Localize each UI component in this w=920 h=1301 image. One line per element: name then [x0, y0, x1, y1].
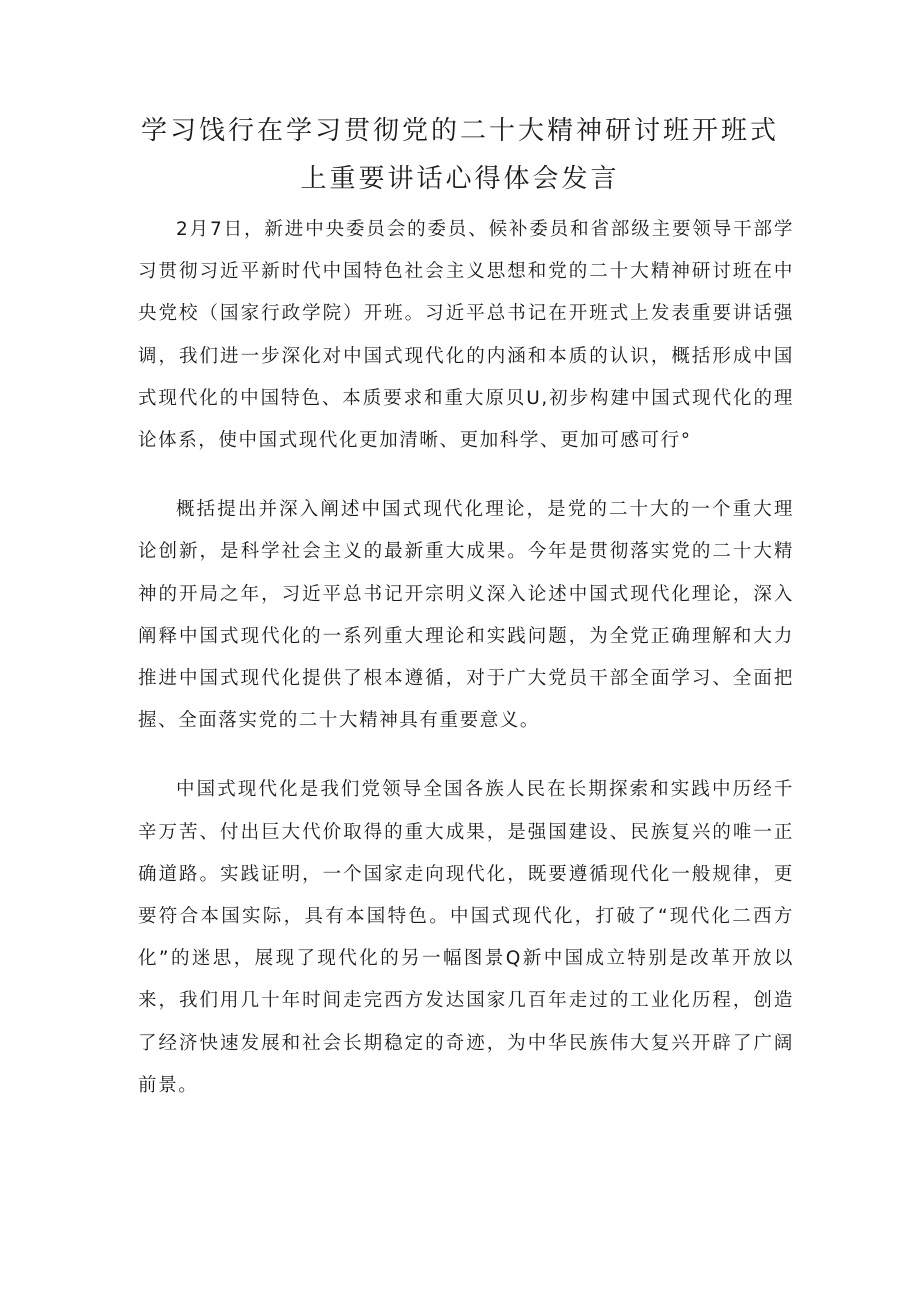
document-body	[138, 209, 794, 1107]
paragraph-2: 概括提出并深入阐述中国式现代化理论，是党的二十大的一个重大理论创新，是科学社会主义的最新重大成果。今年是贯彻落实党的二十大精神的开局之年，习近平总书记开宗明义深入论述中国式现代化理论，深入阐释中国式现代化的一系列重大理论和实践问题，为全党正确理解和大力推进中国式现代化提供了根本遵循，对于广大党员干部全面学习、全面把握、全面落实党的二十大精神具有重要意义。	[138, 499, 794, 732]
paragraph-3: 中国式现代化是我们党领导全国各族人民在长期探索和实践中历经千辛万苦、付出巨大代价取得的重大成果，是强国建设、民族复兴的唯一正确道路。实践证明，一个国家走向现代化，既要遵循现代化一般规律，更要符合本国实际，具有本国特色。中国式现代化，打破了“现代化二西方化”的迷思，展现了现代化的另一幅图景Q新中国成立特别是改革开放以来，我们用几十年时间走完西方发达国家几百年走过的工业化历程，创造了经济快速发展和社会长期稳定的奇迹，为中华民族伟大复兴开辟了广阔前景。	[138, 779, 794, 1096]
document-title-line-1: 学习饯行在学习贯彻党的二十大精神研讨班开班式	[140, 116, 779, 146]
document-title-line-2: 上重要讲话心得体会发言	[300, 164, 620, 194]
paragraph-1: 2月7日，新进中央委员会的委员、候补委员和省部级主要领导干部学习贯彻习近平新时代中国特色社会主义思想和党的二十大精神研讨班在中央党校（国家行政学院）开班。习近平总书记在开班式上发表重要讲话强调，我们进一步深化对中国式现代化的内涵和本质的认识，概括形成中国式现代化的中国特色、本质要求和重大原贝U,初步构建中国式现代化的理论体系，使中国式现代化更加清晰、更加科学、更加可感可行°	[138, 219, 794, 452]
